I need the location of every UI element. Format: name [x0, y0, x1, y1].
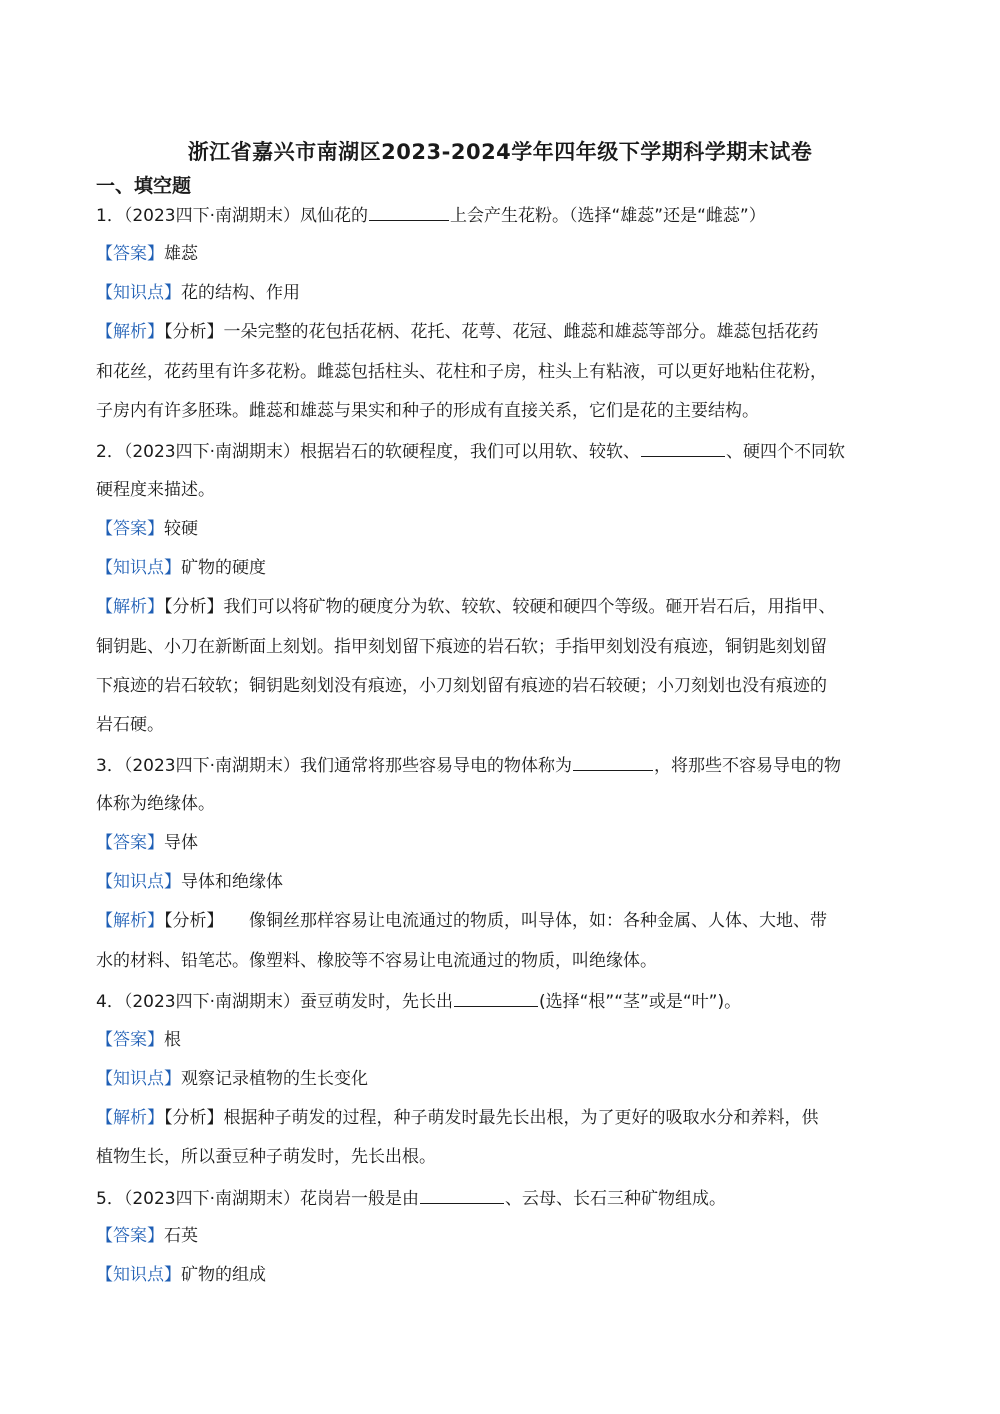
question-5-answer: 【答案】石英 [96, 1226, 198, 1246]
question-2-stem: 2．（2023四下·南湖期末）根据岩石的软硬程度，我们可以用软、较软、 、硬四个不同软 [96, 439, 904, 463]
question-2-answer: 【答案】较硬 [96, 519, 198, 539]
question-2-analysis-cont: 下痕迹的岩石较软；铜钥匙刻划没有痕迹，小刀刻划留有痕迹的岩石较硬；小刀刻划也没有痕迹的 [96, 676, 827, 696]
question-3-analysis: 【解析】【分析】 像铜丝那样容易让电流通过的物质，叫导体，如：各种金属、人体、大地、带 [96, 911, 827, 931]
question-4-analysis: 【解析】【分析】根据种子萌发的过程，种子萌发时最先长出根，为了更好的吸取水分和养料，供 [96, 1108, 819, 1128]
question-2-analysis-cont: 岩石硬。 [96, 715, 164, 735]
answer-blank [641, 439, 725, 457]
question-1-answer: 【答案】雄蕊 [96, 244, 198, 264]
question-3-answer: 【答案】导体 [96, 833, 198, 853]
analysis-tag: 【解析】 [96, 1108, 164, 1128]
question-4-knowledge: 【知识点】观察记录植物的生长变化 [96, 1069, 368, 1089]
question-3-stem: 3．（2023四下·南湖期末）我们通常将那些容易导电的物体称为 ，将那些不容易导电的物 [96, 753, 904, 777]
answer-blank [573, 753, 653, 771]
question-3-stem-cont: 体称为绝缘体。 [96, 794, 215, 814]
question-3-knowledge: 【知识点】导体和绝缘体 [96, 872, 283, 892]
question-1-stem: 1．（2023四下·南湖期末）凤仙花的 上会产生花粉。（选择“雄蕊”还是“雌蕊”） [96, 203, 904, 227]
question-1-knowledge: 【知识点】花的结构、作用 [96, 283, 300, 303]
question-1-analysis: 【解析】【分析】一朵完整的花包括花柄、花托、花萼、花冠、雌蕊和雄蕊等部分。雄蕊包括花药 [96, 322, 819, 342]
question-4-answer: 【答案】根 [96, 1030, 181, 1050]
knowledge-tag: 【知识点】 [96, 1265, 181, 1285]
analysis-tag: 【解析】 [96, 911, 164, 931]
section-heading: 一、填空题 [96, 175, 192, 197]
answer-blank [369, 203, 449, 221]
question-2-analysis: 【解析】【分析】我们可以将矿物的硬度分为软、较软、较硬和硬四个等级。砸开岩石后，用指甲、 [96, 597, 836, 617]
knowledge-tag: 【知识点】 [96, 283, 181, 303]
question-4-analysis-cont: 植物生长，所以蚕豆种子萌发时，先长出根。 [96, 1147, 436, 1167]
question-1-analysis-cont: 和花丝，花药里有许多花粉。雌蕊包括柱头、花柱和子房，柱头上有粘液，可以更好地粘住花粉， [96, 362, 827, 382]
answer-tag: 【答案】 [96, 1030, 164, 1050]
answer-tag: 【答案】 [96, 244, 164, 264]
answer-blank [454, 989, 538, 1007]
knowledge-tag: 【知识点】 [96, 1069, 181, 1089]
answer-tag: 【答案】 [96, 1226, 164, 1246]
knowledge-tag: 【知识点】 [96, 558, 181, 578]
page-title: 浙江省嘉兴市南湖区2023-2024学年四年级下学期科学期末试卷 [187, 140, 813, 164]
question-4-stem: 4．（2023四下·南湖期末）蚕豆萌发时，先长出 (选择“根”“茎”或是“叶”)。 [96, 989, 904, 1013]
answer-blank [420, 1186, 504, 1204]
question-2-stem-cont: 硬程度来描述。 [96, 480, 215, 500]
question-1-analysis-cont: 子房内有许多胚珠。雌蕊和雄蕊与果实和种子的形成有直接关系，它们是花的主要结构。 [96, 401, 759, 421]
question-2-analysis-cont: 铜钥匙、小刀在新断面上刻划。指甲刻划留下痕迹的岩石软；手指甲刻划没有痕迹，铜钥匙刻划留 [96, 637, 827, 657]
answer-tag: 【答案】 [96, 519, 164, 539]
analysis-tag: 【解析】 [96, 322, 164, 342]
question-3-analysis-cont: 水的材料、铅笔芯。像塑料、橡胶等不容易让电流通过的物质，叫绝缘体。 [96, 951, 657, 971]
answer-tag: 【答案】 [96, 833, 164, 853]
question-5-knowledge: 【知识点】矿物的组成 [96, 1265, 266, 1285]
question-5-stem: 5．（2023四下·南湖期末）花岗岩一般是由 、云母、长石三种矿物组成。 [96, 1186, 904, 1210]
question-2-knowledge: 【知识点】矿物的硬度 [96, 558, 266, 578]
analysis-tag: 【解析】 [96, 597, 164, 617]
knowledge-tag: 【知识点】 [96, 872, 181, 892]
